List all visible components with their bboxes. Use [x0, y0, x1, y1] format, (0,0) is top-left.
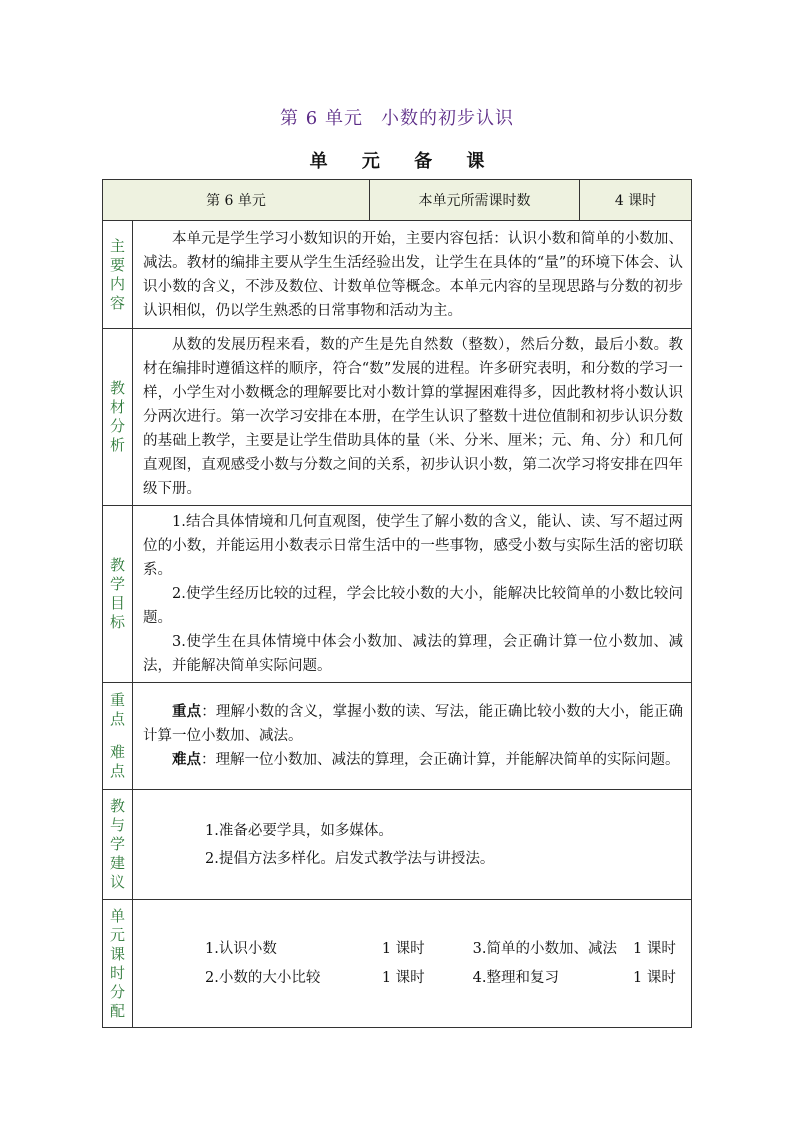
row-key-points — [103, 683, 692, 790]
goal-item: 1.结合具体情境和几何直观图，使学生了解小数的含义，能认、读、写不超过两位的小数，并能运用小数表示日常生活中的一些事物，感受小数与实际生活的密切联系。 — [143, 514, 683, 578]
goal-item: 3.使学生在具体情境中体会小数加、减法的算理，会正确计算一位小数加、减法，并能解决简单实际问题。 — [143, 634, 683, 674]
analysis-text: 从数的发展历程来看，数的产生是先自然数（整数），然后分数，最后小数。教材在编排时遵循这样的顺序，符合“数”发展的进程。许多研究表明，和分数的学习一样，小学生对小数概念的理解要比对小数计算的掌握困难得多，因此教材将小数认识分两次进行。第一次学习安排在本册，在学生认识了整数十进位值制和初步认识分数的基础上教学，主要是让学生借助具体的量（米、分米、厘米；元、角、分）和几何直观图，直观感受小数与分数之间的关系，初步认识小数，第二次学习将安排在四年级下册。 — [133, 329, 692, 506]
difficult-label: 难点 — [172, 751, 201, 768]
main-content-text: 本单元是学生学习小数知识的开始，主要内容包括：认识小数和简单的小数加、减法。教材的编排主要从学生生活经验出发，让学生在具体的“量”的环境下体会、认识小数的含义，不涉及数位、计数单位等概念。本单元内容的呈现思路与分数的初步认识相似，仍以学生熟悉的日常事物和活动为主。 — [133, 221, 692, 329]
header-hours-label: 本单元所需课时数 — [370, 180, 580, 221]
suggestion-item: 1.准备必要学具，如多媒体。 — [205, 822, 393, 839]
allocation-row: 2.小数的大小比较 1 课时 4.整理和复习 1 课时 — [205, 969, 676, 986]
header-unit: 第 6 单元 — [103, 180, 370, 221]
label-key-points: 重 点 难 点 — [103, 683, 133, 790]
label-allocation: 单 元 课 时 分 配 — [103, 900, 133, 1028]
goal-item: 2.使学生经历比较的过程，学会比较小数的大小，能解决比较简单的小数比较问题。 — [143, 586, 683, 626]
goals-text — [133, 506, 692, 683]
title-name: 小数的初步认识 — [380, 108, 514, 129]
suggestion-item: 2.提倡方法多样化。启发式教学法与讲授法。 — [205, 850, 495, 867]
row-goals — [103, 506, 692, 683]
key-points-text — [133, 683, 692, 790]
label-main-content: 主 要 内 容 — [103, 221, 133, 329]
label-analysis: 教 材 分 析 — [103, 329, 133, 506]
allocation-list — [133, 900, 692, 1028]
label-goals: 教 学 目 标 — [103, 506, 133, 683]
allocation-row: 1.认识小数 1 课时 3.简单的小数加、减法 1 课时 — [205, 940, 676, 957]
suggestions-text — [133, 790, 692, 900]
unit-plan-table — [102, 179, 692, 1028]
label-suggestions: 教 与 学 建 议 — [103, 790, 133, 900]
row-main-content — [103, 221, 692, 329]
page-subtitle: 单 元 备 课 — [309, 151, 499, 172]
difficult-text: ：理解一位小数加、减法的算理，会正确计算，并能解决简单的实际问题。 — [201, 752, 680, 768]
key-label: 重点 — [172, 703, 202, 720]
key-text: ：理解小数的含义，掌握小数的读、写法，能正确比较小数的大小，能正确计算一位小数加、减法。 — [143, 704, 684, 744]
row-analysis — [103, 329, 692, 506]
header-row — [103, 180, 692, 221]
title-unit: 第 6 单元 — [280, 108, 363, 129]
page-title — [0, 104, 794, 130]
row-suggestions — [103, 790, 692, 900]
row-allocation — [103, 900, 692, 1028]
header-hours-value: 4 课时 — [580, 180, 692, 221]
